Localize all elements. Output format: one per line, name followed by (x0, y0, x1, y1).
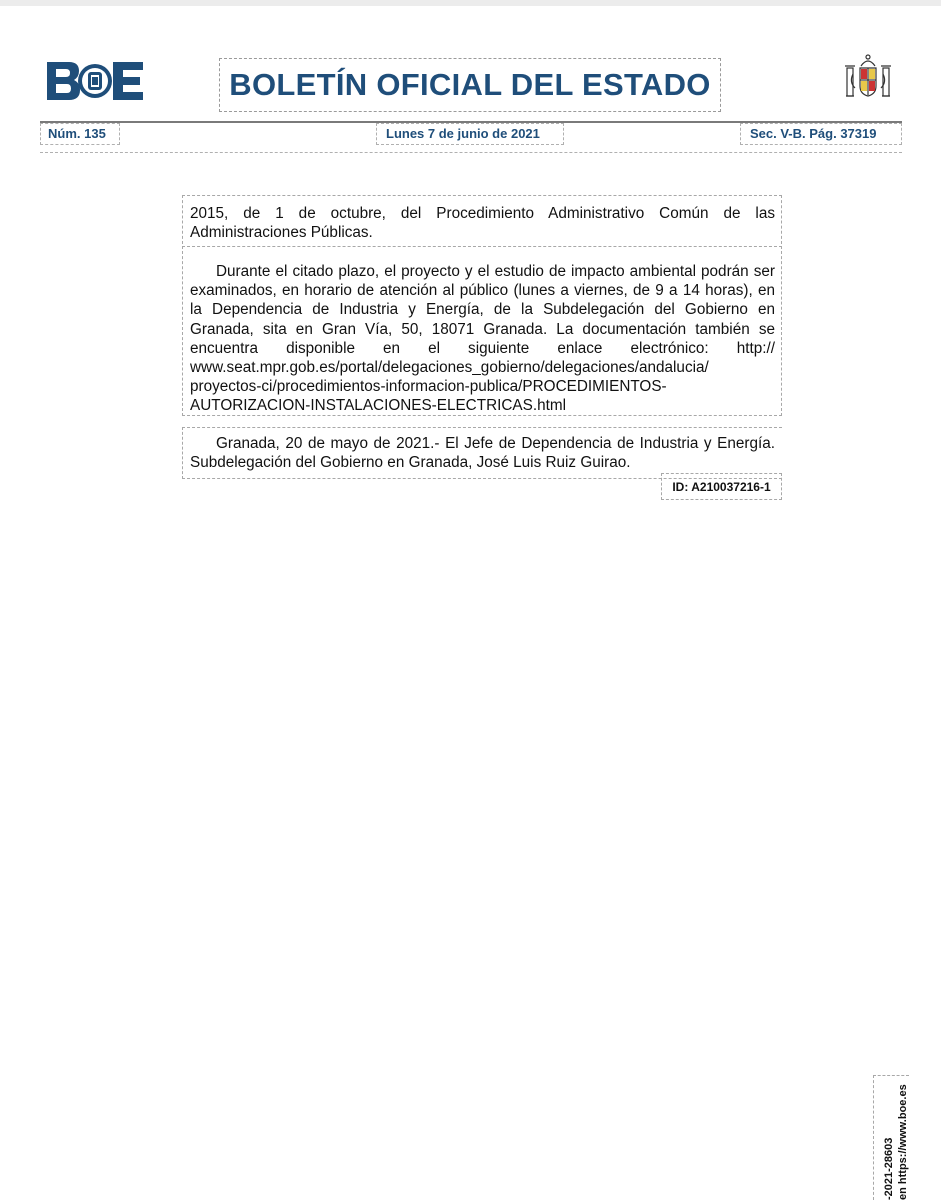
paragraph-2-text: Durante el citado plazo, el proyecto y el estudio de impacto ambiental podrán ser examinados, en horario de atención al público (lunes a viernes, de 9 a 14 horas), en la Dependencia de Industria y Energía, de la Subdelegación del Gobierno en Granada, sita en Gran Vía, 50, 18071 Granada. La documentación también se encuentra disponible en el siguiente enlace electrónico: http:// www.seat.mpr.gob.es/portal/delegaciones_gobierno/delegaciones/andalucia/ proyectos-ci/procedimientos-informacion-publica/PROCEDIMIENTOS-AUTORIZACION-INSTALACIONES-ELECTRICAS.html (190, 263, 775, 415)
paragraph-1: 2015, de 1 de octubre, del Procedimiento Administrativo Común de las Administraciones Públicas. (190, 205, 775, 242)
page-title: BOLETÍN OFICIAL DEL ESTADO (229, 67, 711, 102)
section-page: Sec. V-B. Pág. 37319 (750, 126, 877, 141)
cve-code: -2021-28603 (883, 1137, 895, 1200)
boe-logo (47, 62, 143, 100)
issue-date: Lunes 7 de junio de 2021 (386, 126, 540, 141)
issue-number: Núm. 135 (48, 126, 106, 141)
header-dashed-rule (40, 152, 902, 153)
top-strip (0, 0, 941, 6)
paragraph-3 (190, 434, 775, 472)
document-id: ID: A210037216-1 (661, 473, 782, 500)
verification-url: en https://www.boe.es (897, 1084, 909, 1200)
coat-of-arms-icon (843, 52, 893, 104)
paragraph-3-text: Granada, 20 de mayo de 2021.- El Jefe de Dependencia de Industria y Energía. Subdelegación del Gobierno en Granada, José Luis Ruiz Guirao. (190, 435, 775, 472)
title-box (219, 58, 721, 112)
paragraph-2 (190, 262, 775, 416)
